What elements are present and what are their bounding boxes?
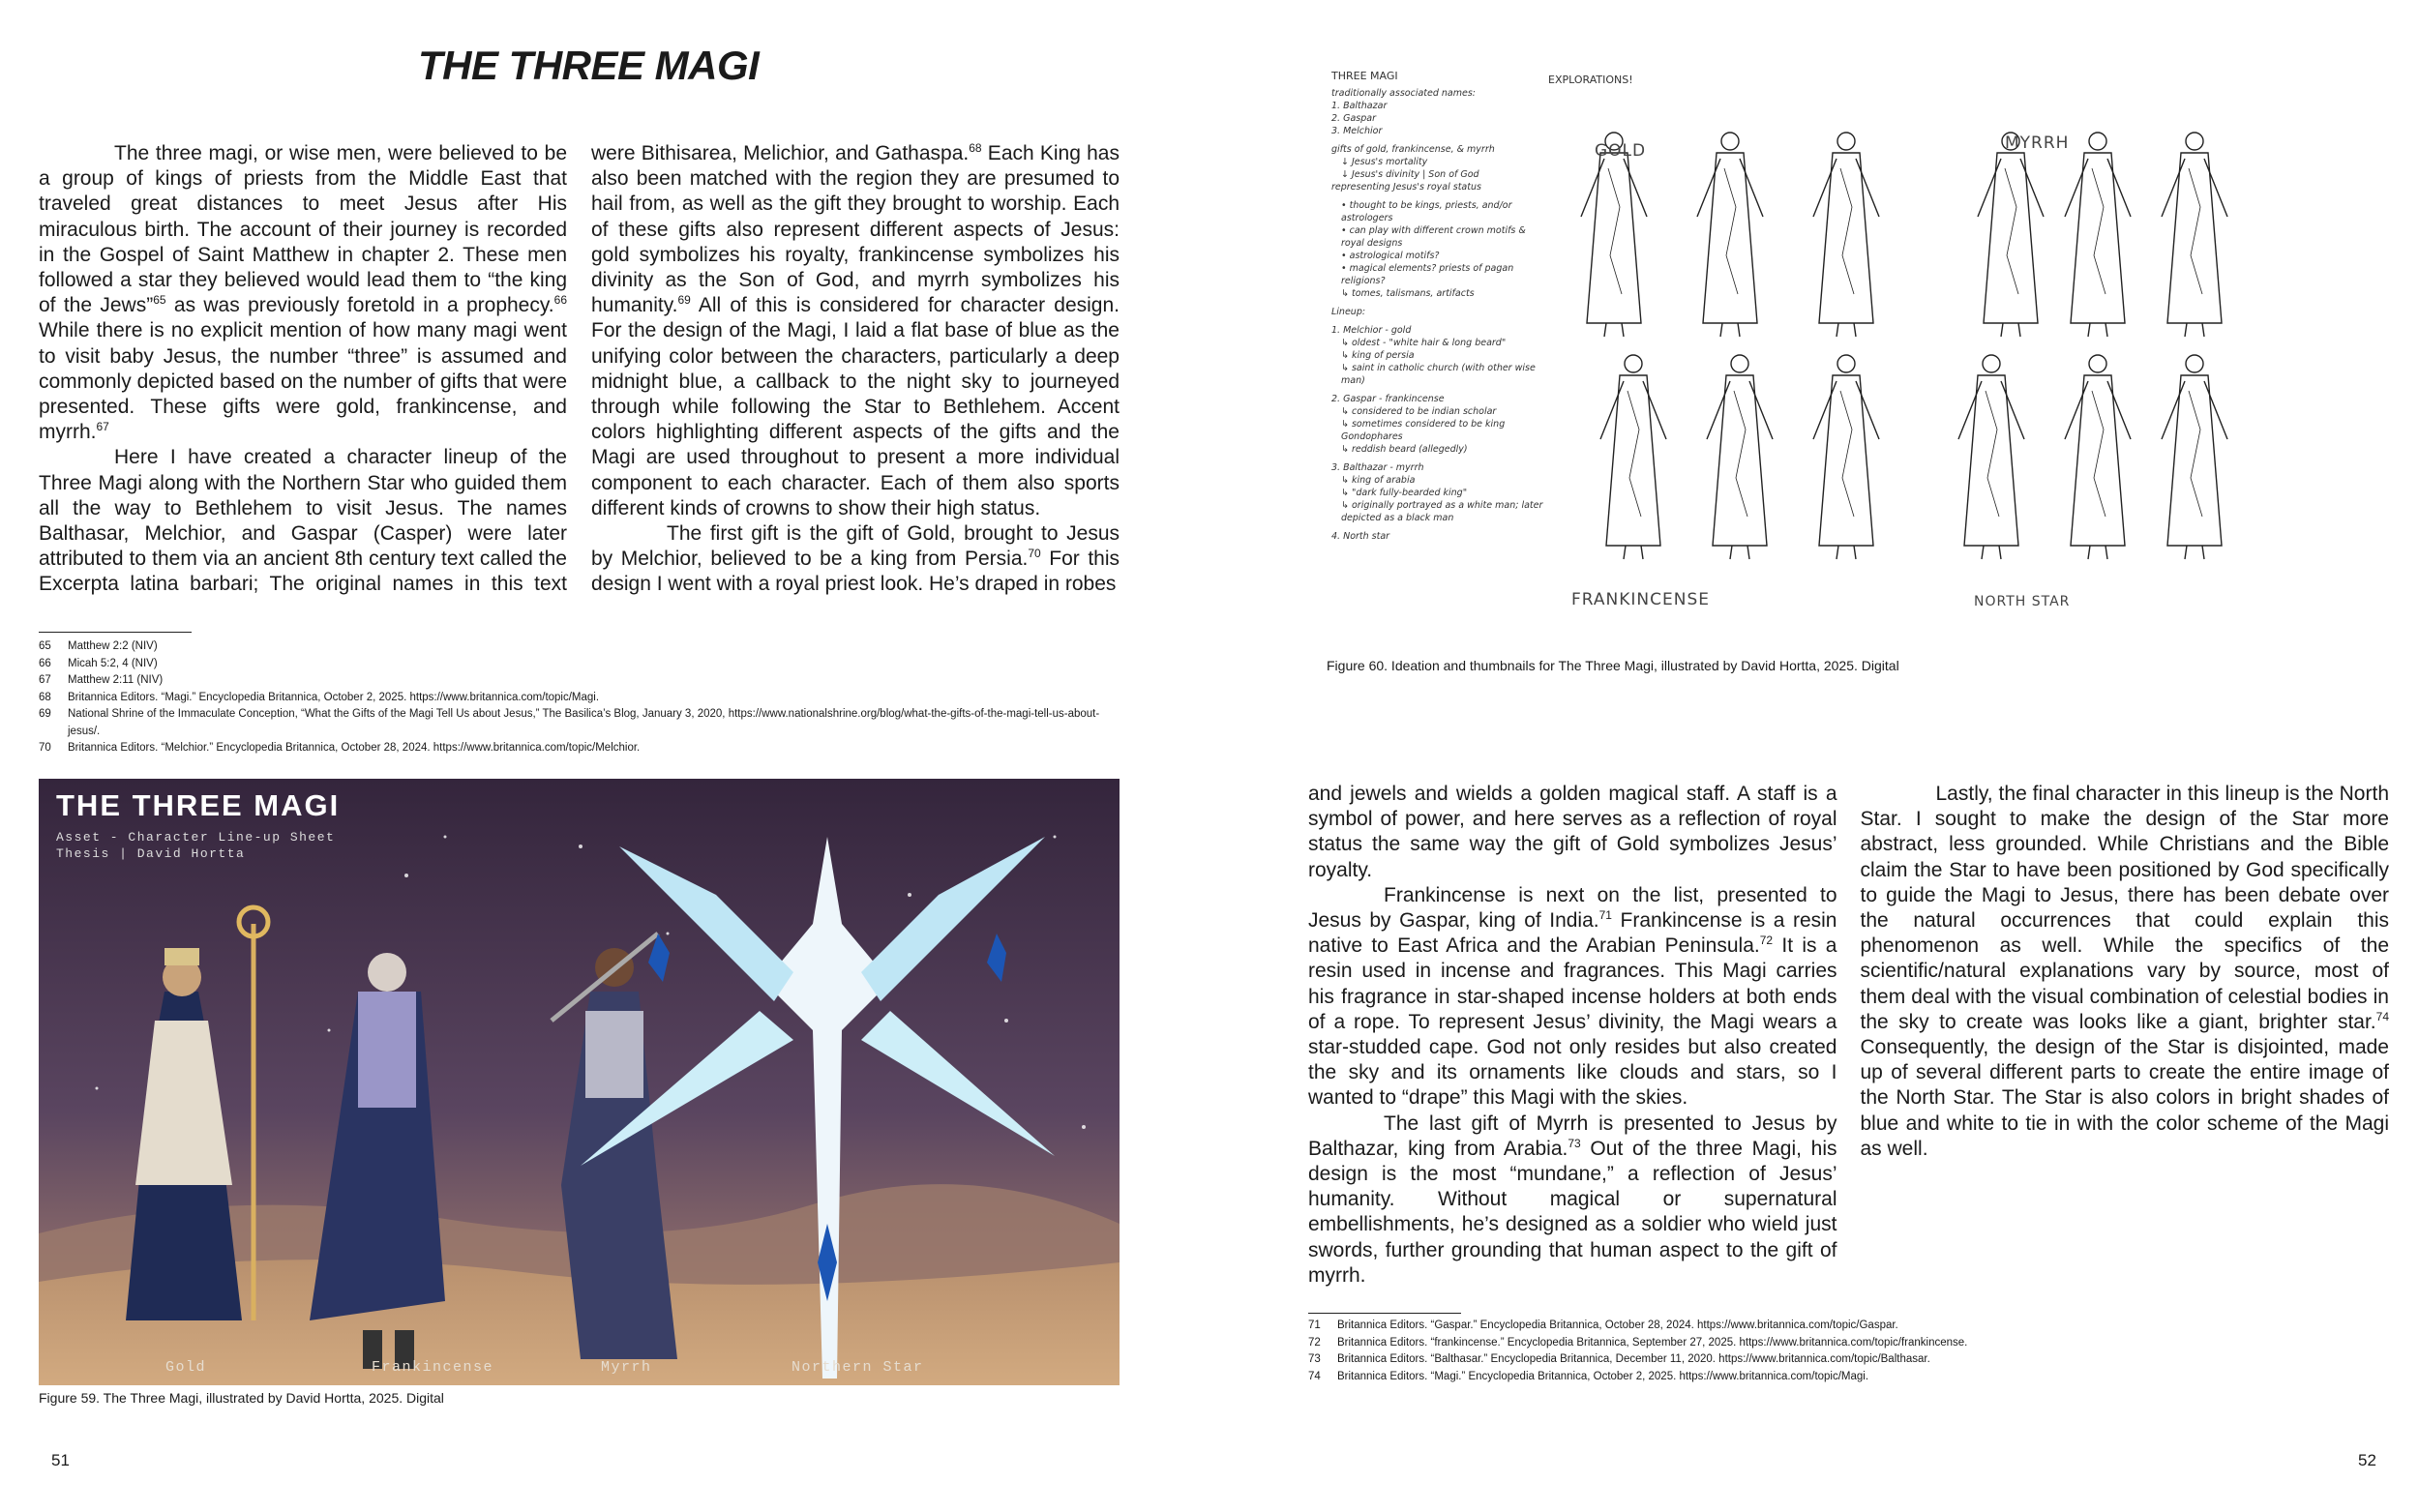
text-run: Consequently, the design of the Star is disjointed, made up of several different parts to create the entire image of the North Star. The Star is also colors in bright shades of blue and white to tie in with the color scheme of the Magi as well. [1860, 1036, 2389, 1160]
illustration-art [39, 779, 1120, 1385]
paragraph [591, 521, 1120, 598]
paragraph [1308, 782, 1837, 883]
footnote-text: Britannica Editors. “Magi.” Encyclopedia Britannica, October 2, 2025. https://www.britannica.com/topic/Magi. [1337, 1370, 1869, 1382]
text-run: For this design I went with a royal priest look. He’s draped in robes [591, 548, 1120, 596]
thumbnail-figure [2162, 355, 2227, 559]
sketch-note: 1. Melchior - gold [1331, 325, 1412, 336]
footnote [39, 656, 1122, 673]
footnote [1308, 1369, 2392, 1386]
footnote [39, 672, 1122, 690]
footnote [1308, 1351, 2392, 1369]
sketch-note: ↳ "dark fully-bearded king" [1341, 488, 1468, 498]
sketch-note: ↳ saint in catholic church (with other wise man) [1341, 363, 1536, 386]
sketch-note: traditionally associated names: [1331, 88, 1476, 99]
sketch-note: ↳ tomes, talismans, artifacts [1341, 288, 1475, 299]
page-title: THE THREE MAGI [418, 43, 760, 88]
thumbnail-figure [2162, 133, 2227, 337]
artwork-subtitle-line: Asset - Character Line-up Sheet [56, 830, 336, 845]
sketch-explorations: EXPLORATIONS! [1548, 74, 1633, 86]
sketch-note: • astrological motifs? [1341, 251, 1440, 261]
left-body-text [39, 141, 1120, 606]
sketch-note: ↳ sometimes considered to be king Gondophares [1341, 419, 1506, 442]
footnote-ref: 73 [1568, 1136, 1581, 1150]
text-run: While there is no explicit mention of how many magi went to visit baby Jesus, the number “three” is assumed and commonly depicted based on the number of gifts that were presented. These gifts were gold, frankincense, and myrrh. [39, 319, 567, 444]
paragraph [1308, 1112, 1837, 1289]
sketch-note: ↳ considered to be indian scholar [1341, 406, 1497, 417]
text-run: All of this is considered for character design. For the design of the Magi, I laid a flat base of blue as the unifying color between the characters, particularly a deep midnight blue, a callback to the night sky to journeyed through while following the Star to Bethlehem. Accent colors highlighting different aspects of the gifts and the Magi are used throughout to present a more individual component to each character. Each of them also sports different kinds of crowns to show their high status. [591, 294, 1120, 519]
footnote-text: National Shrine of the Immaculate Conception, “What the Gifts of the Magi Tell Us about Jesus,” The Basilica’s Blog, January 3, 2020, https://www.nationalshrine.org/blog/what-the-gifts-of-the-magi-tell-us-about-jesus/. [68, 708, 1100, 737]
sketch-label-gold: GOLD [1595, 141, 1647, 161]
text-run: Each King has also been matched with the region they are presumed to hail from, as well as the gift they brought to worship. Each of these gifts also represent different aspects of Jesus: gold symbolizes his royalty, frankincense symbolizes his divinity as the Son of God, and myrrh symbolizes his humanity. [591, 142, 1120, 317]
sketch-note: 3. Balthazar - myrrh [1331, 462, 1424, 473]
footnote-divider [39, 632, 192, 633]
paragraph [39, 141, 567, 445]
sketch-note: 1. Balthazar [1331, 101, 1388, 111]
footnote-ref: 74 [2375, 1009, 2389, 1023]
footnote [39, 706, 1122, 740]
sketch-note: gifts of gold, frankincense, & myrrh [1331, 144, 1495, 155]
text-run: and jewels and wields a golden magical staff. A staff is a symbol of power, and here serves as a reflection of royal status the same way the gift of Gold symbolizes Jesus’ royalty. [1308, 783, 1837, 881]
footnote [39, 740, 1122, 757]
three-magi-illustration [39, 779, 1120, 1385]
footnote-number: 65 [39, 640, 51, 652]
text-run: Lastly, the final character in this lineup is the North Star. I sought to make the design of the Star more abstract, less grounded. While Christians and the Bible claim the Star to have been positioned by God specifically to guide the Magi to Jesus, there has been debate over the natural occurrences that could explain this phenomenon as well. While the specifics of the scientific/natural explanations vary by source, most of them deal with the visual combination of celestial bodies in the sky to create was looks like a giant, brighter star. [1860, 783, 2389, 1033]
footnote-ref: 70 [1028, 547, 1041, 561]
text-run: The last gift of Myrrh is presented to Jesus by Balthazar, king from Arabia. [1308, 1112, 1837, 1160]
footnote-ref: 69 [677, 293, 691, 308]
sketch-note: ↳ king of persia [1341, 350, 1415, 361]
footnote-text: Britannica Editors. “frankincense.” Encyclopedia Britannica, September 27, 2025. https://www.britannica.com/topic/frankincense. [1337, 1336, 1968, 1349]
footnote-text: Britannica Editors. “Magi.” Encyclopedia Britannica, October 2, 2025. https://www.britannica.com/topic/Magi. [68, 691, 600, 703]
thumbnail-figure [1581, 133, 1647, 337]
sketch-note: • magical elements? priests of pagan religions? [1341, 263, 1514, 286]
paragraph [1861, 782, 2390, 1162]
thumbnail-figure [2065, 133, 2131, 337]
footnote-ref: 67 [96, 420, 109, 434]
sketch-note: • can play with different crown motifs & royal designs [1341, 225, 1526, 249]
label-myrrh: Myrrh [601, 1359, 652, 1376]
sketch-note: ↳ originally portrayed as a white man; later depicted as a black man [1341, 500, 1543, 523]
text-run: Frankincense is a resin native to East Africa and the Arabian Peninsula. [1308, 909, 1837, 958]
thumbnail-figure [1958, 355, 2024, 559]
footnote-number: 73 [1308, 1353, 1321, 1365]
footnote-number: 72 [1308, 1336, 1321, 1349]
text-run: The first gift is the gift of Gold, brought to Jesus by Melchior, believed to be a king from Persia. [591, 522, 1120, 571]
footnote [1308, 1318, 2392, 1335]
figure-59-caption: Figure 59. The Three Magi, illustrated by David Hortta, 2025. Digital [39, 1390, 444, 1406]
footnote-number: 74 [1308, 1370, 1321, 1382]
right-body-text [1308, 782, 2389, 1304]
sketch-note: ↳ king of arabia [1341, 475, 1416, 486]
thumbnail-sketches [1556, 91, 2307, 613]
sketch-note: 2. Gaspar - frankincense [1331, 394, 1445, 404]
footnotes [39, 638, 1122, 757]
figure-60-caption: Figure 60. Ideation and thumbnails for The Three Magi, illustrated by David Hortta, 2025. Digital [1327, 658, 1899, 673]
sketch-note: 4. North star [1331, 531, 1390, 542]
label-northern-star: Northern Star [791, 1359, 924, 1376]
thumbnail-figure [1813, 355, 1879, 559]
footnote [39, 690, 1122, 707]
sketch-notes [1331, 87, 1549, 543]
sketch-note: ↓ Jesus's mortality [1341, 157, 1428, 167]
text-run: Frankincense is next on the list, presented to Jesus by Gaspar, king of India. [1308, 883, 1837, 933]
footnote-ref: 68 [969, 141, 982, 155]
footnote-ref: 66 [553, 293, 568, 308]
label-frankincense: Frankincense [372, 1359, 494, 1376]
sketch-note: ↳ oldest - "white hair & long beard" [1341, 338, 1507, 348]
text-run: as was previously foretold in a prophecy. [165, 294, 554, 317]
sketch-note: 2. Gaspar [1331, 113, 1376, 124]
paragraph [1308, 883, 1837, 1112]
sketch-note: • thought to be kings, priests, and/or astrologers [1341, 200, 1512, 223]
thumbnail-figure [1978, 133, 2044, 337]
footnote-ref: 65 [153, 293, 166, 308]
text-run: The three magi, or wise men, were believed to be a group of kings of priests from the Middle East that traveled great distances to meet Jesus after His miraculous birth. The account of their journey is recorded in the Gospel of Saint Matthew in chapter 2. These men followed a star they believed would lead them to “the king of the Jews” [39, 142, 567, 317]
footnote [39, 638, 1122, 656]
artwork-subtitle [56, 829, 335, 862]
footnote-text: Britannica Editors. “Melchior.” Encyclopedia Britannica, October 28, 2024. https://www.britannica.com/topic/Melchior. [68, 742, 641, 754]
sketch-note: representing Jesus's royal status [1331, 182, 1481, 193]
footnote-text: Britannica Editors. “Gaspar.” Encyclopedia Britannica, October 28, 2024. https://www.britannica.com/topic/Gaspar. [1337, 1319, 1898, 1331]
footnote-number: 66 [39, 657, 51, 669]
sketch-note: ↓ Jesus's divinity | Son of God [1341, 169, 1479, 180]
sketch-note: ↳ reddish beard (allegedly) [1341, 444, 1468, 455]
thumbnail-figure [1707, 355, 1773, 559]
text-run: It is a resin used in incense and fragrances. This Magi carries his fragrance in star-shaped incense holders at both ends of a rope. To represent Jesus’ divinity, the Magi wears a star-studded cape. God not only resides but also created the sky and its ornaments like clouds and stars, so I wanted to “drape” this Magi with the skies. [1308, 934, 1837, 1110]
thumbnail-figure [2065, 355, 2131, 559]
footnote-text: Matthew 2:2 (NIV) [68, 640, 158, 652]
footnotes [1308, 1318, 2392, 1385]
footnote-ref: 71 [1598, 908, 1612, 923]
footnote-ref: 72 [1759, 934, 1774, 948]
thumbnail-figure [1697, 133, 1763, 337]
footnote-text: Britannica Editors. “Balthasar.” Encyclopedia Britannica, December 11, 2020. https://www.britannica.com/topic/Balthasar. [1337, 1353, 1930, 1365]
footnote-number: 71 [1308, 1319, 1321, 1331]
sketch-label-frankincense: FRANKINCENSE [1571, 590, 1710, 609]
footnote-number: 69 [39, 708, 51, 720]
text-run: Here I have created a character lineup of the Three Magi along with the Northern Star who guided them all the way to Bethlehem to visit Jesus. The names Balthasar, Melchior, and Gaspar (Casper) were later attributed to them via an ancient 8th century text called the Excerpta latina barbari; The original names in this text were Bithisarea, Melichior, and Gathaspa. [39, 142, 970, 596]
footnote-number: 70 [39, 742, 51, 754]
sketch-label-north-star: NORTH STAR [1974, 594, 2071, 609]
footnote-text: Micah 5:2, 4 (NIV) [68, 657, 158, 669]
thumbnail-figure [1813, 133, 1879, 337]
ideation-sketch [1324, 62, 2307, 613]
sketch-label-myrrh: MYRRH [2005, 133, 2070, 153]
footnote [1308, 1335, 2392, 1352]
footnote-number: 68 [39, 691, 51, 703]
sketch-note: Lineup: [1331, 307, 1366, 317]
artwork-subtitle-line: Thesis | David Hortta [56, 846, 246, 861]
sketch-heading: THREE MAGI [1331, 70, 1398, 82]
thumbnail-figure [1600, 355, 1666, 559]
artwork-title: THE THREE MAGI [56, 788, 341, 822]
sketch-note: 3. Melchior [1331, 126, 1383, 136]
footnote-text: Matthew 2:11 (NIV) [68, 674, 164, 686]
footnote-number: 67 [39, 674, 51, 686]
text-run: Out of the three Magi, his design is the most “mundane,” a reflection of Jesus’ humanity. Without magical or supernatural embellishments, he’s designed as a soldier who wield just swords, further grounding that human aspect to the gift of myrrh. [1308, 1137, 1837, 1287]
label-gold: Gold [165, 1359, 207, 1376]
page-number-right: 52 [2358, 1451, 2376, 1469]
page-number-left: 51 [51, 1451, 70, 1469]
footnote-divider [1308, 1313, 1461, 1314]
